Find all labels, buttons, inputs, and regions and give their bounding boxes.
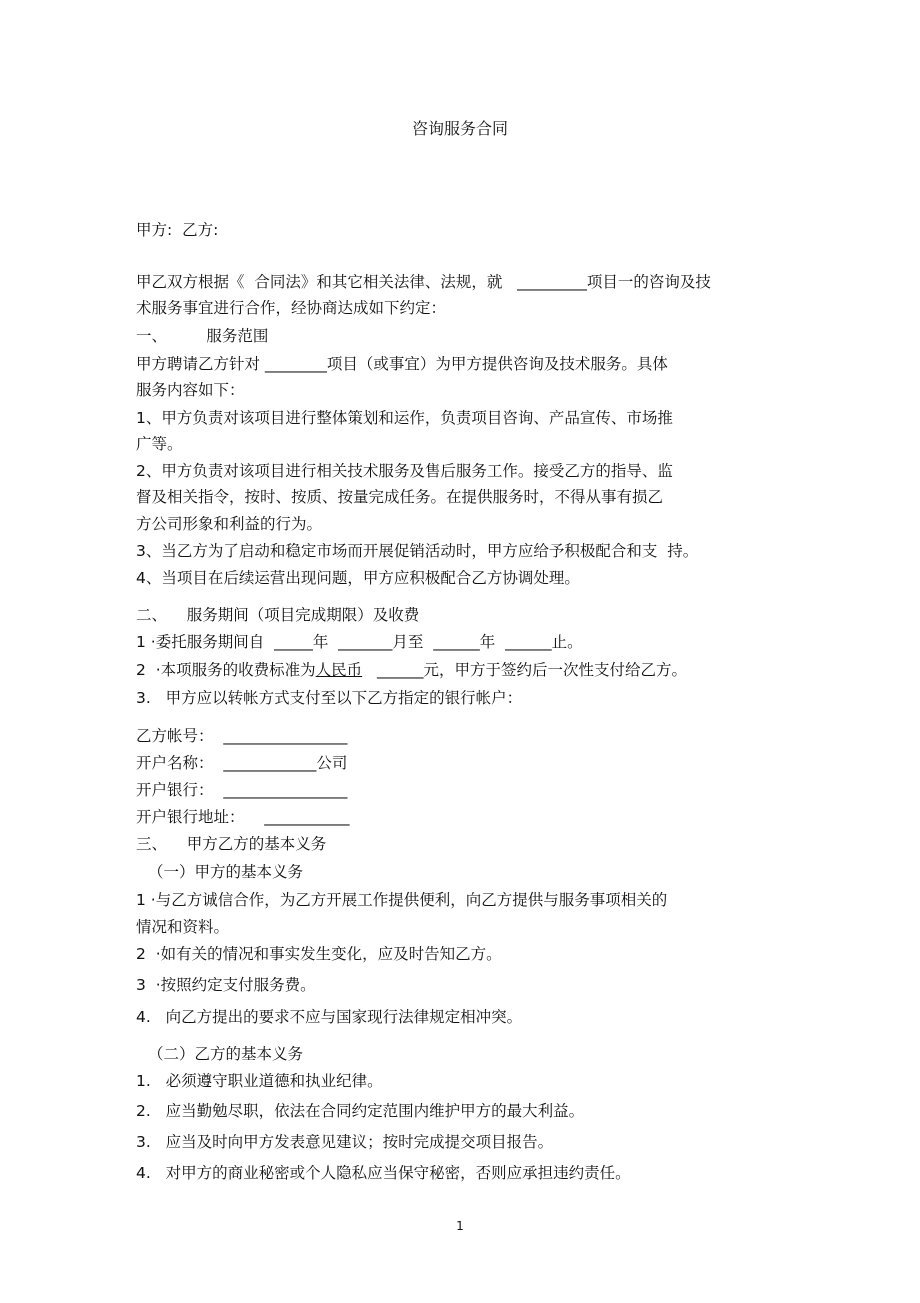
party-b-duty-line: 2. 应当勤勉尽职，依法在合同约定范围内维护甲方的最大利益。 — [136, 1102, 585, 1120]
bank-account-line: 乙方帐号： ________________ — [136, 727, 348, 745]
section1-line: 服务内容如下： — [136, 381, 245, 399]
section1-line: 1、甲方负责对该项目进行整体策划和运作，负责项目咨询、产品宣传、市场推 — [136, 409, 673, 427]
section1-line: 3、当乙方为了启动和稳定市场而开展促销活动时，甲方应给予积极配合和支 持。 — [136, 542, 699, 560]
party-a-duty-line: 2 ·如有关的情况和事实发生变化，应及时告知乙方。 — [136, 945, 502, 963]
section1-line: 广等。 — [136, 435, 183, 453]
account-name-line: 开户名称： ____________公司 — [136, 754, 348, 772]
section1-line: 督及相关指令，按时、按质、按量完成任务。在提供服务时，不得从事有损乙 — [136, 488, 664, 506]
party-b-duty-line: 4. 对甲方的商业秘密或个人隐私应当保守秘密，否则应承担违约责任。 — [136, 1164, 631, 1182]
bank-address-line: 开户银行地址： ___________ — [136, 808, 350, 826]
intro-line-1: 甲乙双方根据《 合同法》和其它相关法律、法规，就 _________项目一的咨询及技 — [136, 273, 711, 291]
fee-line — [136, 660, 687, 680]
parties-line: 甲方: 乙方: — [136, 221, 219, 239]
party-b-duties-heading: （二）乙方的基本义务 — [148, 1045, 304, 1063]
section1-line: 4、当项目在后续运营出现问题，甲方应积极配合乙方协调处理。 — [136, 569, 580, 587]
contract-title: 咨询服务合同 — [411, 119, 508, 138]
section3-heading: 三、 甲方乙方的基本义务 — [136, 835, 327, 853]
intro-line-2: 术服务事宜进行合作，经协商达成如下约定： — [136, 299, 447, 317]
bank-name-line: 开户银行： ________________ — [136, 781, 348, 799]
section1-heading: 一、 服务范围 — [136, 327, 269, 345]
party-b-duty-line: 1. 必须遵守职业道德和执业纪律。 — [136, 1072, 383, 1090]
fee-line-end: ______元，甲方于签约后一次性支付给乙方。 — [362, 661, 687, 679]
party-a-duty-line: 3 ·按照约定支付服务费。 — [136, 976, 316, 994]
page-number: 1 — [456, 1219, 464, 1233]
party-a-duty-line: 4. 向乙方提出的要求不应与国家现行法律规定相冲突。 — [136, 1008, 523, 1026]
section1-line: 方公司形象和利益的行为。 — [136, 515, 323, 533]
section1-line: 甲方聘请乙方针对 ________项目（或事宜）为甲方提供咨询及技术服务。具体 — [136, 355, 668, 373]
section2-heading: 二、 服务期间（项目完成期限）及收费 — [136, 606, 420, 624]
fee-line-start: 2 ·本项服务的收费标准为 — [136, 661, 316, 679]
service-period-line: 1 ·委托服务期间自 _____年 _______月至 ______年 ______止。 — [136, 633, 583, 651]
party-a-duty-line: 情况和资料。 — [136, 918, 230, 936]
payment-method-line: 3. 甲方应以转帐方式支付至以下乙方指定的银行帐户： — [136, 689, 523, 707]
party-a-duty-line: 1 ·与乙方诚信合作，为乙方开展工作提供便利，向乙方提供与服务事项相关的 — [136, 891, 668, 909]
currency-text: 人民币 — [315, 661, 363, 679]
section1-line: 2、甲方负责对该项目进行相关技术服务及售后服务工作。接受乙方的指导、监 — [136, 462, 673, 480]
party-b-duty-line: 3. 应当及时向甲方发表意见建议；按时完成提交项目报告。 — [136, 1133, 554, 1151]
party-a-duties-heading: （一）甲方的基本义务 — [148, 863, 304, 881]
